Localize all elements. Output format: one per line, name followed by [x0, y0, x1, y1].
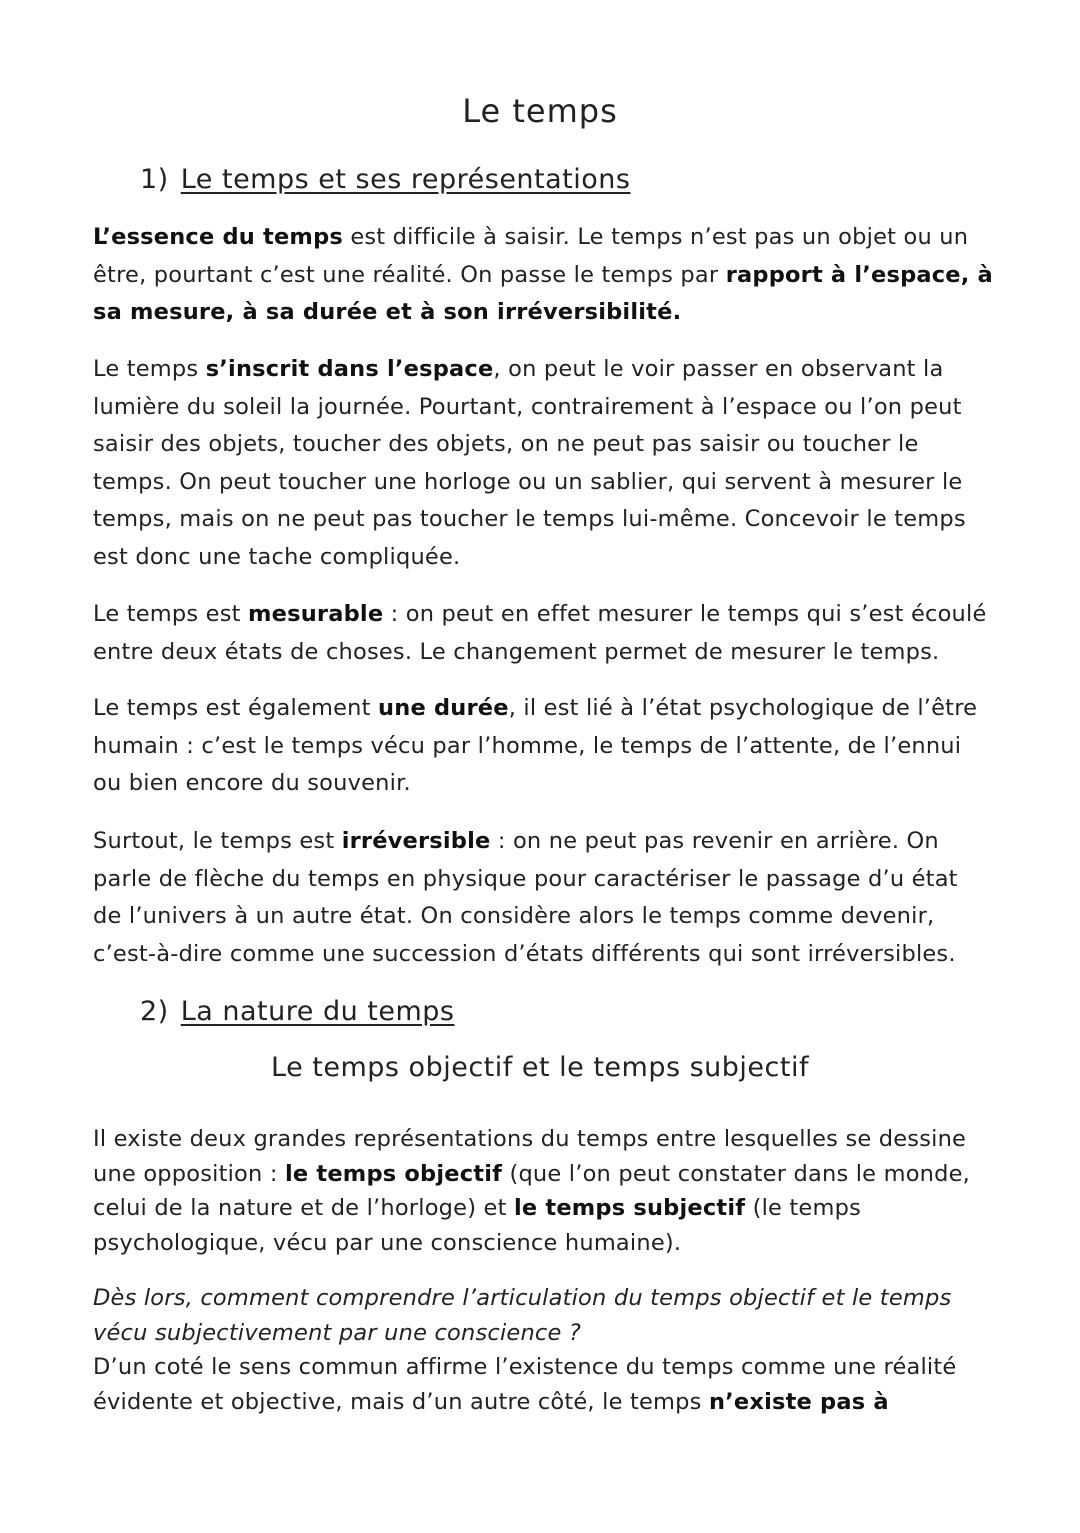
- paragraph-essence: [93, 219, 993, 332]
- section-1-number: 1): [140, 164, 169, 195]
- paragraph-text: Il existe deux grandes représentations du temps entre lesquelles se dessine une opposition :: [93, 1126, 967, 1187]
- paragraph-opposition: [93, 1122, 993, 1260]
- page-title: Le temps: [462, 92, 618, 130]
- paragraph-text: (le temps psychologique, vécu par une conscience humaine).: [93, 1195, 861, 1256]
- bold-term: une durée: [378, 695, 509, 721]
- bold-term: le temps objectif: [284, 1160, 503, 1187]
- section-1-heading: [140, 164, 630, 195]
- paragraph-text: Le temps est: [93, 601, 249, 627]
- bold-term: le temps subjectif: [513, 1195, 746, 1221]
- paragraph-text: : on peut en effet mesurer le temps qui s’est écoulé entre deux états de choses. Le changement permet de mesurer le temps.: [93, 601, 987, 665]
- paragraph-text: Surtout, le temps est: [93, 828, 342, 854]
- paragraph-question: [93, 1281, 993, 1419]
- paragraph-text: , il est lié à l’état psychologique de l’être humain : c’est le temps vécu par l’homme, le temps de l’attente, de l’ennui ou bien encore du souvenir.: [93, 695, 978, 796]
- paragraph-text: (que l’on peut constater dans le monde, celui de la nature et de l’horloge) et: [93, 1160, 971, 1221]
- paragraph-text: est difficile à saisir. Le temps n’est pas un objet ou un être, pourtant c’est une réalité. On passe le temps par: [93, 224, 969, 288]
- section-2-title: La nature du temps: [180, 996, 455, 1027]
- paragraph-mesurable: [93, 596, 993, 671]
- paragraph-text: Le temps est également: [93, 695, 379, 721]
- bold-term: n’existe pas à: [708, 1388, 889, 1415]
- paragraph-text: Le temps: [93, 356, 206, 382]
- paragraph-text: : on ne peut pas revenir en arrière. On parle de flèche du temps en physique pour caractériser le passage d’u état de l’univers à un autre état. On considère alors le temps comme devenir, c’est-à-dire comme une succession d’états différents qui sont irréversibles.: [93, 828, 958, 967]
- bold-term: rapport à l’espace, à sa mesure, à sa durée et à son irréversibilité.: [93, 261, 993, 325]
- paragraph-irreversible: [93, 823, 993, 973]
- paragraph-duree: [93, 690, 993, 803]
- bold-term: L’essence du temps: [93, 224, 343, 250]
- subsection-title: Le temps objectif et le temps subjectif: [271, 1052, 809, 1083]
- paragraph-text: , on peut le voir passer en observant la lumière du soleil la journée. Pourtant, contrairement à l’espace ou l’on peut saisir des objets, toucher des objets, on ne peut pas saisir ou toucher le temps. On peut toucher une horloge ou un sablier, qui servent à mesurer le temps, mais on ne peut pas toucher le temps lui-même. Concevoir le temps est donc une tache compliquée.: [93, 356, 966, 570]
- paragraph-text: D’un coté le sens commun affirme l’existence du temps comme une réalité évidente et objective, mais d’un autre côté, le temps: [93, 1354, 957, 1415]
- section-2-number: 2): [140, 996, 169, 1027]
- bold-term: irréversible: [341, 828, 491, 854]
- section-1-title: Le temps et ses représentations: [180, 164, 631, 195]
- bold-term: s’inscrit dans l’espace: [205, 356, 494, 382]
- paragraph-espace: [93, 351, 993, 576]
- bold-term: mesurable: [248, 601, 384, 627]
- question-text: Dès lors, comment comprendre l’articulation du temps objectif et le temps vécu subjectivement par une conscience ?: [93, 1285, 952, 1346]
- section-2-heading: [140, 996, 455, 1027]
